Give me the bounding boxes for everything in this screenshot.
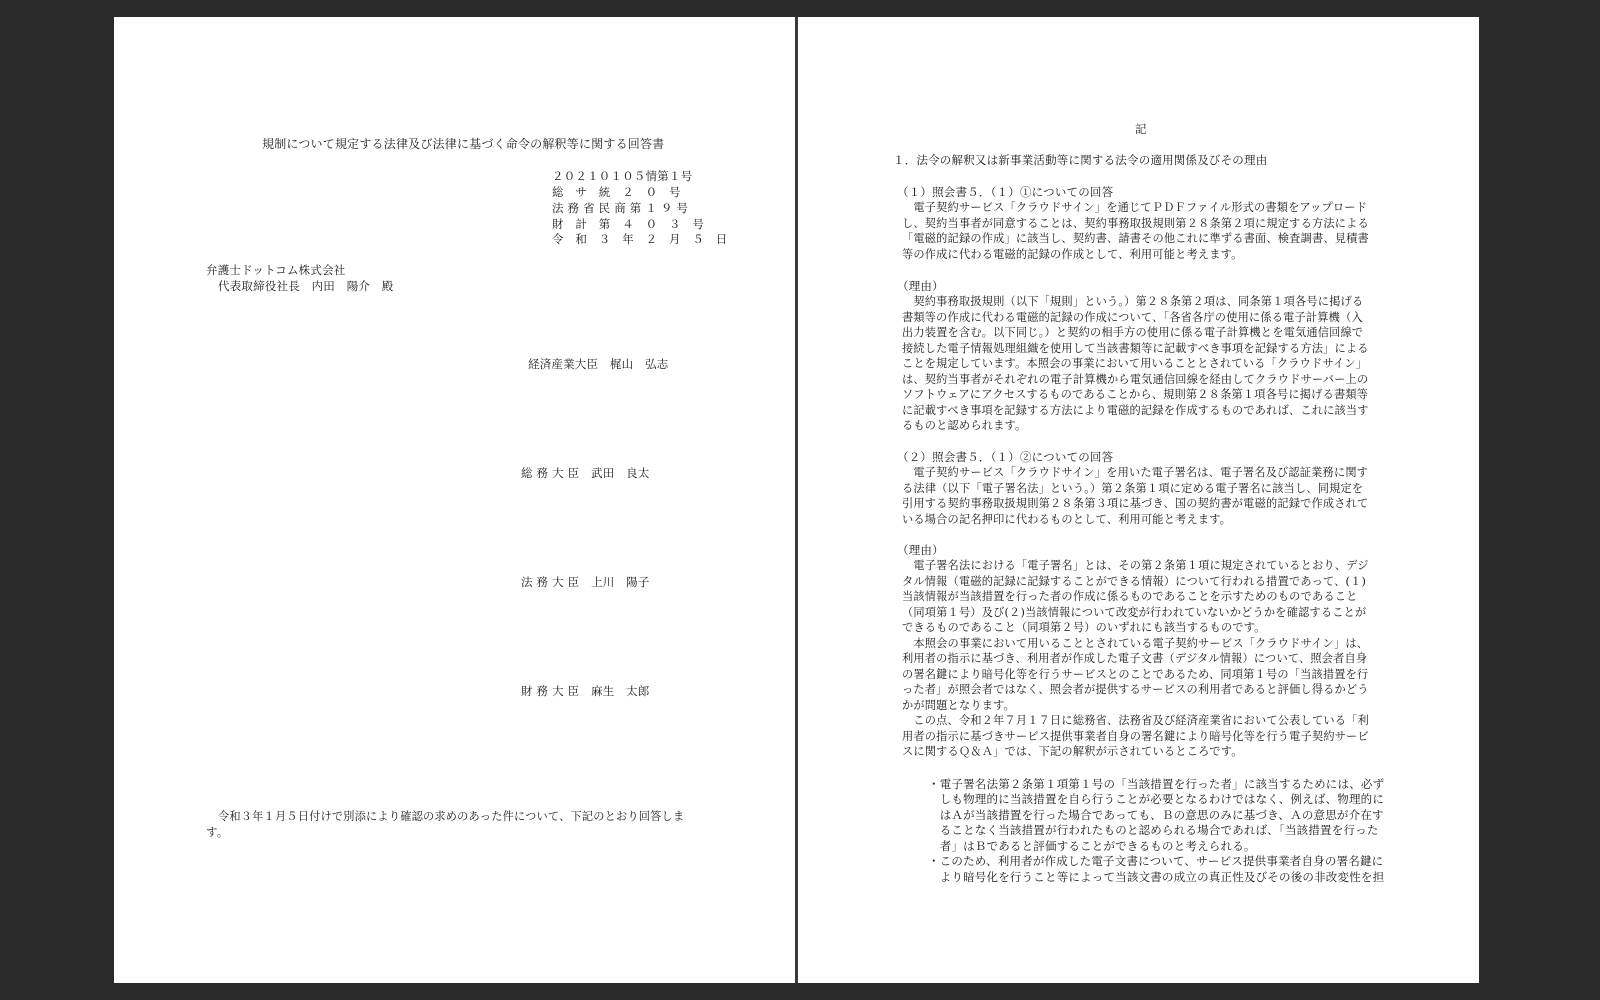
recipient-person: 代表取締役社長 内田 陽介 殿	[218, 279, 394, 293]
reason-body: 電子署名法における「電子署名」とは、その第２条第１項に規定されているとおり、デジ タル情報（電磁的記録に記録することができる情報）について行われる措置であって、(１) 当該情報が当該措置を行った者の作成に係るものであることを示すためのものであること （同項第１号）及び(２)当該情報について改変が行われていないかどうかを確認することが できるものであること（同項第２号）のいずれにも該当するものです。 本照会の事業において用いることとされている電子契約サービス「クラウドサイン」は、 利用者の指示に基づき、利用者が作成した電子文書（デジタル情報）について、照会者自身 の署名鍵により暗号化等を行うサービスとのことであるため、同項第１号の「当該措置を行 った者」が照会者ではなく、照会者が提供するサービスの利用者であると評価し得るかどう かが問題となります。 この点、令和２年７月１７日に総務省、法務省及び経済産業省において公表している「利 用者の指示に基づきサービス提供事業者自身の署名鍵により暗号化等を行う電子契約サービ スに関するＱ＆Ａ」では、下記の解釈が示されているところです。	[902, 559, 1369, 758]
document-date: 令 和 ３ 年 ２ 月 ５ 日	[552, 232, 728, 246]
document-page-left	[114, 17, 795, 983]
subsection-answer: 電子契約サービス「クラウドサイン」を通じてＰＤＦファイル形式の書類をアップロード し、契約当事者が同意することは、契約事務取扱規則第２８条第２項に規定する方法による 「電磁的記録の作成」に該当し、契約書、請書その他これに準ずる書面、検査調書、見積書 等の作成に代わる電磁的記録の作成として、利用可能と考えます。	[902, 201, 1369, 261]
reference-number: 財 計 第 ４ ０ ３ 号	[552, 217, 705, 231]
ki-heading: 記	[1135, 122, 1147, 136]
bullet-line: ることなく当該措置が行われたものと認められる場合であれば、「当該措置を行った	[928, 823, 1379, 837]
bullet-line: しも物理的に当該措置を自ら行うことが必要となるわけではなく、例えば、物理的に	[928, 792, 1385, 806]
reference-number: 法 務 省 民 商 第 １ ９ 号	[552, 201, 689, 215]
reference-number: 総 サ 統 ２ ０ 号	[552, 185, 681, 199]
bullet-line: はＡが当該措置を行った場合であっても、Ｂの意思のみに基づき、Ａの意思が介在す	[928, 808, 1384, 822]
document-title: 規制について規定する法律及び法律に基づく命令の解釈等に関する回答書	[262, 137, 665, 151]
minister-signatory: 経済産業大臣 梶山 弘志	[528, 357, 669, 371]
bullet-line: ・このため、利用者が作成した電子文書について、サービス提供事業者自身の署名鍵に	[928, 854, 1384, 868]
minister-signatory: 法 務 大 臣 上川 陽子	[521, 575, 650, 589]
reference-number: ２０２１０１０５情第１号	[552, 169, 693, 183]
subsection-heading: （１）照会書５．（１）①についての回答	[897, 185, 1114, 199]
bullet-line: ・電子署名法第２条第１項第１号の「当該措置を行った者」に該当するためには、必ず	[928, 777, 1385, 791]
reason-label: （理由）	[897, 543, 944, 557]
document-page-right	[798, 17, 1479, 983]
reason-body: 契約事務取扱規則（以下「規則」という。）第２８条第２項は、同条第１項各号に掲げる 書類等の作成に代わる電磁的記録の作成について、「各省各庁の使用に係る電子計算機（入 出力装置を含む。以下同じ。）と契約の相手方の使用に係る電子計算機とを電気通信回線で 接続した電子情報処理組織を使用して当該書類等に記載すべき事項を記録する方法」による ことを規定しています。本照会の事業において用いることとされている「クラウドサイン」 は、契約当事者がそれぞれの電子計算機から電気通信回線を経由してクラウドサーバー上の ソフトウェアにアクセスするものであることから、規則第２８条第１項各号に掲げる書類等 に記載すべき事項を記録する方法により電磁的記録を作成するものであれば、これに該当す るものと認められます。	[902, 295, 1369, 432]
bullet-line: 者」はＢであると評価することができるものと考えられる。	[928, 839, 1256, 853]
section-heading: １．法令の解釈又は新事業活動等に関する法令の適用関係及びその理由	[893, 153, 1268, 167]
closing-statement-line: す。	[206, 825, 229, 839]
bullet-line: より暗号化を行うこと等によって当該文書の成立の真正性及びその後の非改変性を担	[928, 870, 1385, 884]
subsection-answer: 電子契約サービス「クラウドサイン」を用いた電子署名は、電子署名及び認証業務に関す る法律（以下「電子署名法」という。）第２条第１項に定める電子署名に該当し、同規定を 引用する契約事務取扱規則第２８条第３項に基づき、国の契約書が電磁的記録で作成されて いる場合の記名押印に代わるものとして、利用可能と考えます。	[902, 466, 1369, 526]
closing-statement-line: 令和３年１月５日付けで別添により確認の求めのあった件について、下記のとおり回答しま	[218, 810, 685, 823]
minister-signatory: 財 務 大 臣 麻生 太郎	[521, 684, 650, 698]
minister-signatory: 総 務 大 臣 武田 良太	[521, 466, 650, 480]
recipient-company: 弁護士ドットコム株式会社	[206, 263, 346, 277]
reason-label: （理由）	[897, 279, 944, 293]
subsection-heading: （２）照会書５．（１）②についての回答	[897, 450, 1114, 464]
